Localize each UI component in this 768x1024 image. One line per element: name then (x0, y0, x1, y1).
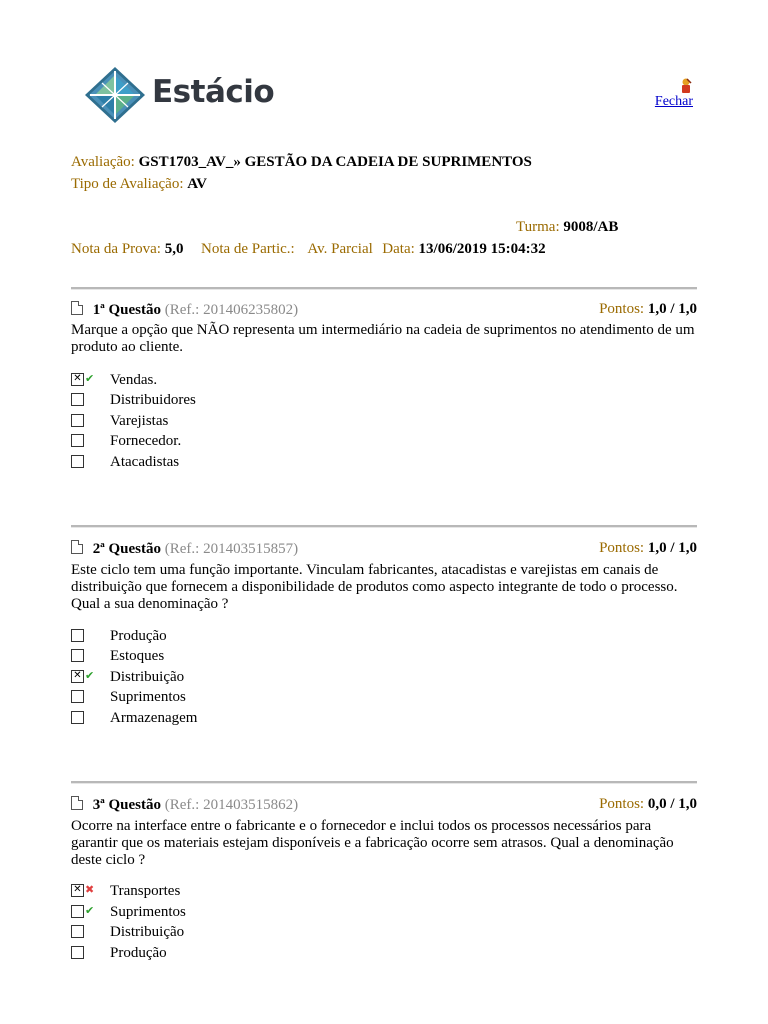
option-label: Fornecedor. (110, 433, 182, 449)
question-title: 1ª Questão (92, 302, 161, 318)
question-ref: (Ref.: 201406235802) (164, 302, 299, 318)
question-points (599, 796, 697, 813)
points-max: / 1,0 (670, 796, 697, 812)
separator (71, 287, 697, 290)
document-icon (71, 301, 83, 315)
exam-grade-value: 5,0 (164, 241, 184, 257)
document-icon (71, 540, 83, 554)
correct-check-icon: ✔ (85, 669, 95, 682)
checkbox-icon[interactable] (71, 711, 84, 724)
question-text: Ocorre na interface entre o fabricante e o fornecedor e inclui todos os processos necessários para garantir que os materiais estejam disponíveis e a fabricação ocorre sem atrasos. Qual a denominação deste ciclo ? (71, 818, 674, 868)
question-text: Marque a opção que NÃO representa um intermediário na cadeia de suprimentos no atendimento de um produto ao cliente. (71, 322, 695, 355)
option-label: Armazenagem (110, 710, 198, 726)
question-ref: (Ref.: 201403515857) (164, 541, 299, 557)
evaluation-type-value: AV (187, 176, 207, 192)
question-text: Este ciclo tem uma função importante. Vinculam fabricantes, atacadistas e varejistas em canais de distribuição que fornecem a disponibilidade de produtos como aspecto integrante de todo o processo. Qual a sua denominação ? (71, 562, 678, 612)
question-points (599, 540, 697, 557)
checkbox-icon[interactable] (71, 393, 84, 406)
checkbox-icon[interactable] (71, 455, 84, 468)
option-label: Varejistas (110, 413, 169, 429)
option-label: Produção (110, 628, 167, 644)
class-line (516, 219, 618, 236)
evaluation-label: Avaliação: (71, 154, 135, 170)
date-value: 13/06/2019 15:04:32 (418, 241, 546, 257)
option-label: Suprimentos (110, 689, 186, 705)
points-score: 1,0 (647, 301, 667, 317)
exam-grade-label: Nota da Prova: (71, 241, 161, 257)
question-header (71, 796, 697, 814)
checked-checkbox-icon[interactable]: ✕ (71, 670, 84, 683)
checkbox-icon[interactable] (71, 690, 84, 703)
option-label: Distribuidores (110, 392, 196, 408)
question-points (599, 301, 697, 318)
wrong-cross-icon: ✖ (85, 883, 95, 896)
document-icon (71, 796, 83, 810)
evaluation-type-label: Tipo de Avaliação: (71, 176, 184, 192)
checkbox-icon[interactable] (71, 629, 84, 642)
question-header (71, 301, 697, 319)
points-label: Pontos: (599, 540, 645, 556)
partial-eval-label: Av. Parcial (307, 241, 373, 257)
question-title: 2ª Questão (92, 541, 161, 557)
option-label: Estoques (110, 648, 165, 664)
grades-line (71, 241, 546, 258)
option-label: Vendas. (110, 372, 158, 388)
question-header (71, 540, 697, 558)
points-score: 1,0 (647, 540, 667, 556)
points-label: Pontos: (599, 796, 645, 812)
question-ref: (Ref.: 201403515862) (164, 797, 299, 813)
correct-check-icon: ✔ (85, 904, 95, 917)
points-max: / 1,0 (670, 540, 697, 556)
checkbox-icon[interactable] (71, 414, 84, 427)
class-value: 9008/AB (563, 219, 619, 235)
evaluation-value: GST1703_AV_» GESTÃO DA CADEIA DE SUPRIMENTOS (138, 154, 532, 170)
evaluation-line (71, 154, 532, 171)
date-label: Data: (382, 241, 415, 257)
separator (71, 525, 697, 528)
option-label: Produção (110, 945, 167, 961)
option-label: Atacadistas (110, 454, 180, 470)
checkbox-icon[interactable] (71, 649, 84, 662)
correct-check-icon: ✔ (85, 372, 95, 385)
checkbox-icon[interactable] (71, 946, 84, 959)
separator (71, 781, 697, 784)
checked-checkbox-icon[interactable]: ✕ (71, 373, 84, 386)
points-label: Pontos: (599, 301, 645, 317)
question-title: 3ª Questão (92, 797, 161, 813)
checkbox-icon[interactable] (71, 925, 84, 938)
brand-name: Estácio (152, 74, 275, 110)
checkbox-icon[interactable] (71, 905, 84, 918)
option-label: Distribuição (110, 924, 185, 940)
estacio-logo (84, 66, 304, 124)
close-area[interactable] (655, 78, 693, 110)
checkbox-icon[interactable] (71, 434, 84, 447)
class-label: Turma: (516, 219, 560, 235)
close-icon[interactable] (679, 78, 693, 94)
option-label: Transportes (110, 883, 181, 899)
option-label: Distribuição (110, 669, 185, 685)
points-score: 0,0 (647, 796, 667, 812)
checked-checkbox-icon[interactable]: ✕ (71, 884, 84, 897)
evaluation-type-line (71, 176, 207, 193)
points-max: / 1,0 (670, 301, 697, 317)
close-link[interactable]: Fechar (654, 94, 693, 109)
logo-diamond-icon (84, 66, 146, 124)
option-label: Suprimentos (110, 904, 186, 920)
participation-grade-label: Nota de Partic.: (200, 241, 295, 257)
